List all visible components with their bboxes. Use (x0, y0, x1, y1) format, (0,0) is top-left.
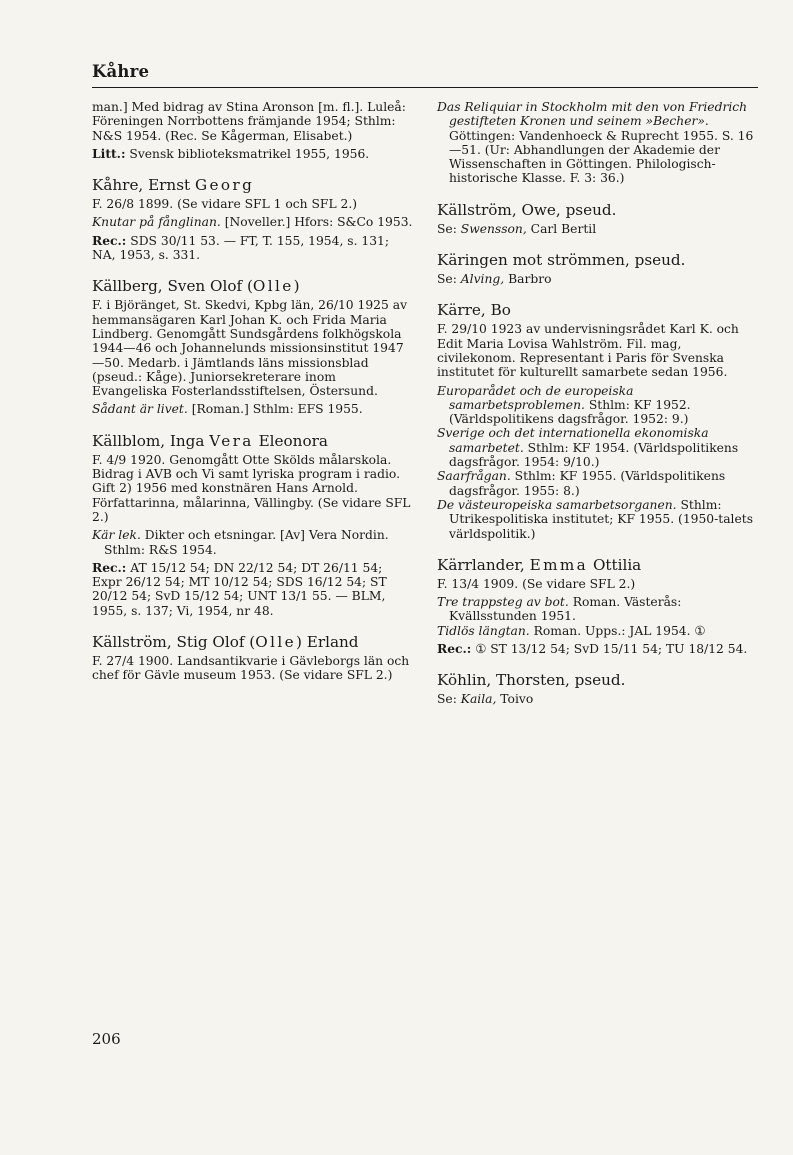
work-entry: Sådant är livet. [Roman.] Sthlm: EFS 1955. (92, 402, 363, 417)
entry-heading-kallstrom-owe: Källström, Owe, pseud. (437, 200, 617, 219)
review-list: Rec.: SDS 30/11 53. — FT, T. 155, 1954, s. 131; NA, 1953, s. 331. (92, 232, 390, 263)
see-reference: Se: Kaila, Toivo (437, 692, 534, 707)
entry-bio: F. 27/4 1900. Landsantikvarie i Gävleborgs län och chef för Gävle museum 1953. (Se vidare SFL 2.) (92, 654, 410, 683)
work-entry: Kär lek. Dikter och etsningar. [Av] Vera Nordin. Sthlm: R&S 1954. (92, 528, 389, 557)
work-entry: De västeuropeiska samarbetsorganen. Sthlm: Utrikespolitiska institutet; KF 1955. (1950-talets världspolitik.) (437, 497, 754, 541)
entry-heading-kahre: Kåhre, Ernst Georg (92, 176, 255, 195)
review-list: Rec.: ① ST 13/12 54; SvD 15/11 54; TU 18/12 54. (437, 641, 748, 657)
work-entry: Tre trappsteg av bot. Roman. Västerås: Kvällsstunden 1951. (437, 595, 682, 624)
entry-bio: F. 13/4 1909. (Se vidare SFL 2.) (437, 576, 636, 591)
entry-heading-kallberg: Källberg, Sven Olof (Olle) (92, 277, 300, 296)
entry-heading-karre: Kärre, Bo (437, 301, 511, 320)
entry-bio: F. i Björänget, St. Skedvi, Kpbg län, 26/10 1925 av hemmansägaren Karl Johan K. och Frida Maria Lindberg. Genomgått Sundsgårdens folkhögskola 1944—46 och Johannelunds missionsinstitut 1947—50. Medarb. i Jämtlands läns missionsblad (pseud.: Kåge). Juniorsekreterare inom Evangeliska Fosterlandsstiftelsen, Östersund. (92, 298, 408, 399)
see-reference: Se: Alving, Barbro (437, 272, 552, 287)
page-number: 206 (92, 1030, 121, 1048)
entry-heading-kohlin: Köhlin, Thorsten, pseud. (437, 671, 626, 690)
entry-bio: F. 4/9 1920. Genomgått Otte Skölds målarskola. Bidrag i AVB och Vi samt lyriska program i radio. Gift 2) 1956 med konstnären Hans Arnold. Författarinna, målarinna, Vällingby. (Se vidare SFL 2.) (92, 452, 411, 524)
work-entry: Knutar på fånglinan. [Noveller.] Hfors: S&Co 1953. (92, 215, 413, 230)
entry-bio: F. 29/10 1923 av undervisningsrådet Karl K. och Edit Maria Lovisa Wahlström. Fil. mag, civilekonom. Representant i Paris för Svenska institutet för kulturellt samarbete sedan 1956. (437, 322, 739, 380)
work-entry: Europarådet och de europeiska samarbetsproblemen. Sthlm: KF 1952. (Världspolitikens dagsfrågor. 1952: 9.) (437, 383, 691, 427)
entry-heading-karrlander: Kärrlander, Emma Ottilia (437, 555, 642, 574)
review-list: Rec.: AT 15/12 54; DN 22/12 54; DT 26/11 54; Expr 26/12 54; MT 10/12 54; SDS 16/12 54; ST 20/12 54; SvD 15/12 54; UNT 13/1 55. — BLM, 1955, s. 137; Vi, 1954, nr 48. (92, 559, 387, 618)
entry-bio: F. 26/8 1899. (Se vidare SFL 1 och SFL 2.) (92, 197, 358, 212)
left-column (92, 100, 414, 683)
running-head: Kåhre (92, 62, 150, 81)
see-reference: Se: Swensson, Carl Bertil (437, 221, 597, 236)
entry-heading-kallstrom-stig: Källström, Stig Olof (Olle) Erland (92, 633, 359, 652)
entry-heading-kallblom: Källblom, Inga Vera Eleonora (92, 431, 328, 450)
continued-work-entry: Das Reliquiar in Stockholm mit den von Friedrich gestifteten Kronen und seinem »Becher». Göttingen: Vandenhoeck & Ruprecht 1955. S. 16—51. (Ur: Abhandlungen der Akademie der Wissenschaften in Göttingen. Philologisch-historische Klasse. F. 3: 36.) (437, 100, 754, 186)
header-rule (92, 87, 758, 88)
work-entry: Saarfrågan. Sthlm: KF 1955. (Världspolitikens dagsfrågor. 1955: 8.) (437, 469, 726, 498)
continued-entry-text: man.] Med bidrag av Stina Aronson [m. fl.]. Luleå: Föreningen Norrbottens främjande 1954; Sthlm: N&S 1954. (Rec. Se Kågerman, Elisabet.) (92, 100, 406, 143)
literature-note: Litt.: Svensk biblioteksmatrikel 1955, 1956. (92, 145, 370, 161)
entry-heading-karingen: Käringen mot strömmen, pseud. (437, 251, 686, 270)
work-entry: Tidlös längtan. Roman. Upps.: JAL 1954. ① (437, 623, 706, 638)
right-column (437, 100, 759, 707)
work-entry: Sverige och det internationella ekonomiska samarbetet. Sthlm: KF 1954. (Världspolitikens dagsfrågor. 1954: 9/10.) (437, 426, 739, 470)
